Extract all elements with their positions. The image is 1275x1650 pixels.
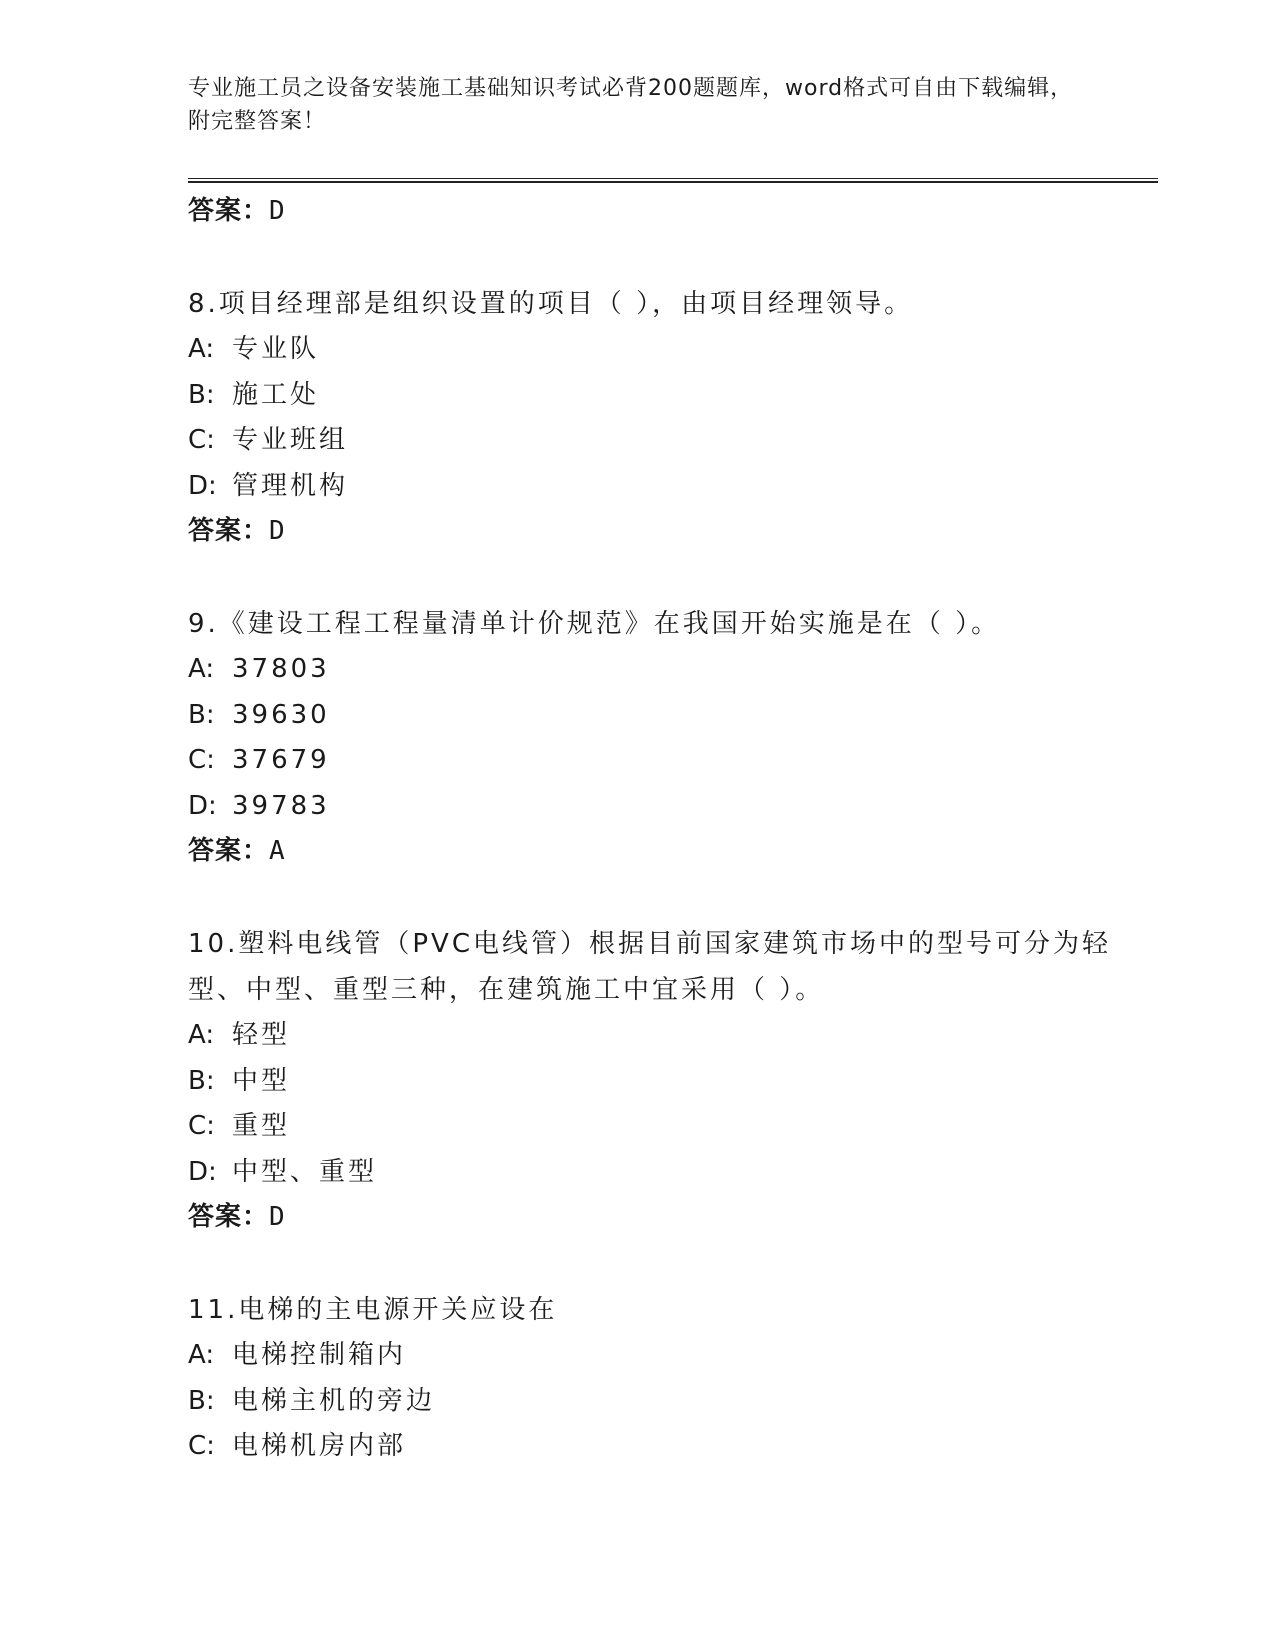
document-body bbox=[188, 189, 1158, 1470]
answer-line bbox=[188, 829, 1158, 873]
option-b bbox=[188, 693, 1158, 739]
option-d bbox=[188, 784, 1158, 830]
answer-value: D bbox=[269, 196, 285, 226]
answer-line bbox=[188, 509, 1158, 553]
question-text: 10.塑料电线管（PVC电线管）根据目前国家建筑市场中的型号可分为轻型、中型、重型三种，在建筑施工中宜采用（ ）。 bbox=[188, 929, 1111, 1005]
option-letter: C: bbox=[188, 745, 215, 775]
option-letter: A: bbox=[188, 1020, 215, 1050]
question-text: 9.《建设工程工程量清单计价规范》在我国开始实施是在（ ）。 bbox=[188, 609, 1001, 639]
answer-label: 答案： bbox=[188, 1202, 270, 1232]
option-letter: C: bbox=[188, 425, 215, 455]
answer-label: 答案： bbox=[188, 196, 270, 226]
option-b bbox=[188, 1379, 1158, 1425]
option-text: 中型、重型 bbox=[232, 1156, 378, 1187]
question-block bbox=[188, 281, 1158, 553]
option-letter: B: bbox=[188, 699, 215, 730]
option-c bbox=[188, 738, 1158, 784]
question-text: 8.项目经理部是组织设置的项目（ ），由项目经理领导。 bbox=[188, 289, 914, 319]
option-a bbox=[188, 1333, 1158, 1379]
option-b bbox=[188, 373, 1158, 419]
option-d bbox=[188, 464, 1158, 510]
answer-label: 答案： bbox=[188, 516, 270, 546]
header-divider bbox=[188, 178, 1158, 183]
option-a bbox=[188, 647, 1158, 693]
answer-value: A bbox=[269, 836, 285, 866]
option-a bbox=[188, 327, 1158, 373]
answer-value: D bbox=[269, 1202, 285, 1232]
question-block bbox=[188, 921, 1158, 1239]
option-text: 管理机构 bbox=[232, 470, 349, 501]
option-letter: B: bbox=[188, 1065, 215, 1096]
document-header: 专业施工员之设备安装施工基础知识考试必背200题题库，word格式可自由下载编辑，附完整答案！ bbox=[188, 76, 1074, 134]
option-text: 专业队 bbox=[232, 334, 320, 364]
question-block bbox=[188, 1287, 1158, 1470]
option-c bbox=[188, 1104, 1158, 1150]
option-c bbox=[188, 1424, 1158, 1470]
option-text: 中型 bbox=[232, 1065, 291, 1096]
option-letter: D: bbox=[188, 790, 217, 821]
option-letter: C: bbox=[188, 1111, 215, 1141]
option-text: 电梯机房内部 bbox=[232, 1431, 407, 1461]
option-text: 37803 bbox=[232, 654, 330, 684]
question-text: 11.电梯的主电源开关应设在 bbox=[188, 1295, 558, 1325]
answer-label: 答案： bbox=[188, 836, 270, 866]
option-text: 电梯控制箱内 bbox=[232, 1340, 407, 1370]
answer-line bbox=[188, 189, 1158, 233]
answer-value: D bbox=[269, 516, 285, 546]
option-text: 施工处 bbox=[232, 379, 320, 410]
option-letter: D: bbox=[188, 1156, 217, 1187]
option-text: 专业班组 bbox=[232, 425, 349, 455]
option-letter: A: bbox=[188, 334, 215, 364]
option-text: 39630 bbox=[232, 699, 330, 730]
option-c bbox=[188, 418, 1158, 464]
option-text: 37679 bbox=[232, 745, 330, 775]
option-a bbox=[188, 1013, 1158, 1059]
option-letter: B: bbox=[188, 379, 215, 410]
option-text: 重型 bbox=[232, 1111, 291, 1141]
option-d bbox=[188, 1150, 1158, 1196]
option-b bbox=[188, 1059, 1158, 1105]
option-letter: B: bbox=[188, 1385, 215, 1416]
option-text: 电梯主机的旁边 bbox=[232, 1385, 436, 1416]
option-letter: C: bbox=[188, 1431, 215, 1461]
option-text: 39783 bbox=[232, 790, 330, 821]
question-block bbox=[188, 601, 1158, 873]
answer-line bbox=[188, 1195, 1158, 1239]
option-letter: D: bbox=[188, 470, 217, 501]
option-letter: A: bbox=[188, 654, 215, 684]
option-text: 轻型 bbox=[232, 1020, 291, 1050]
option-letter: A: bbox=[188, 1340, 215, 1370]
